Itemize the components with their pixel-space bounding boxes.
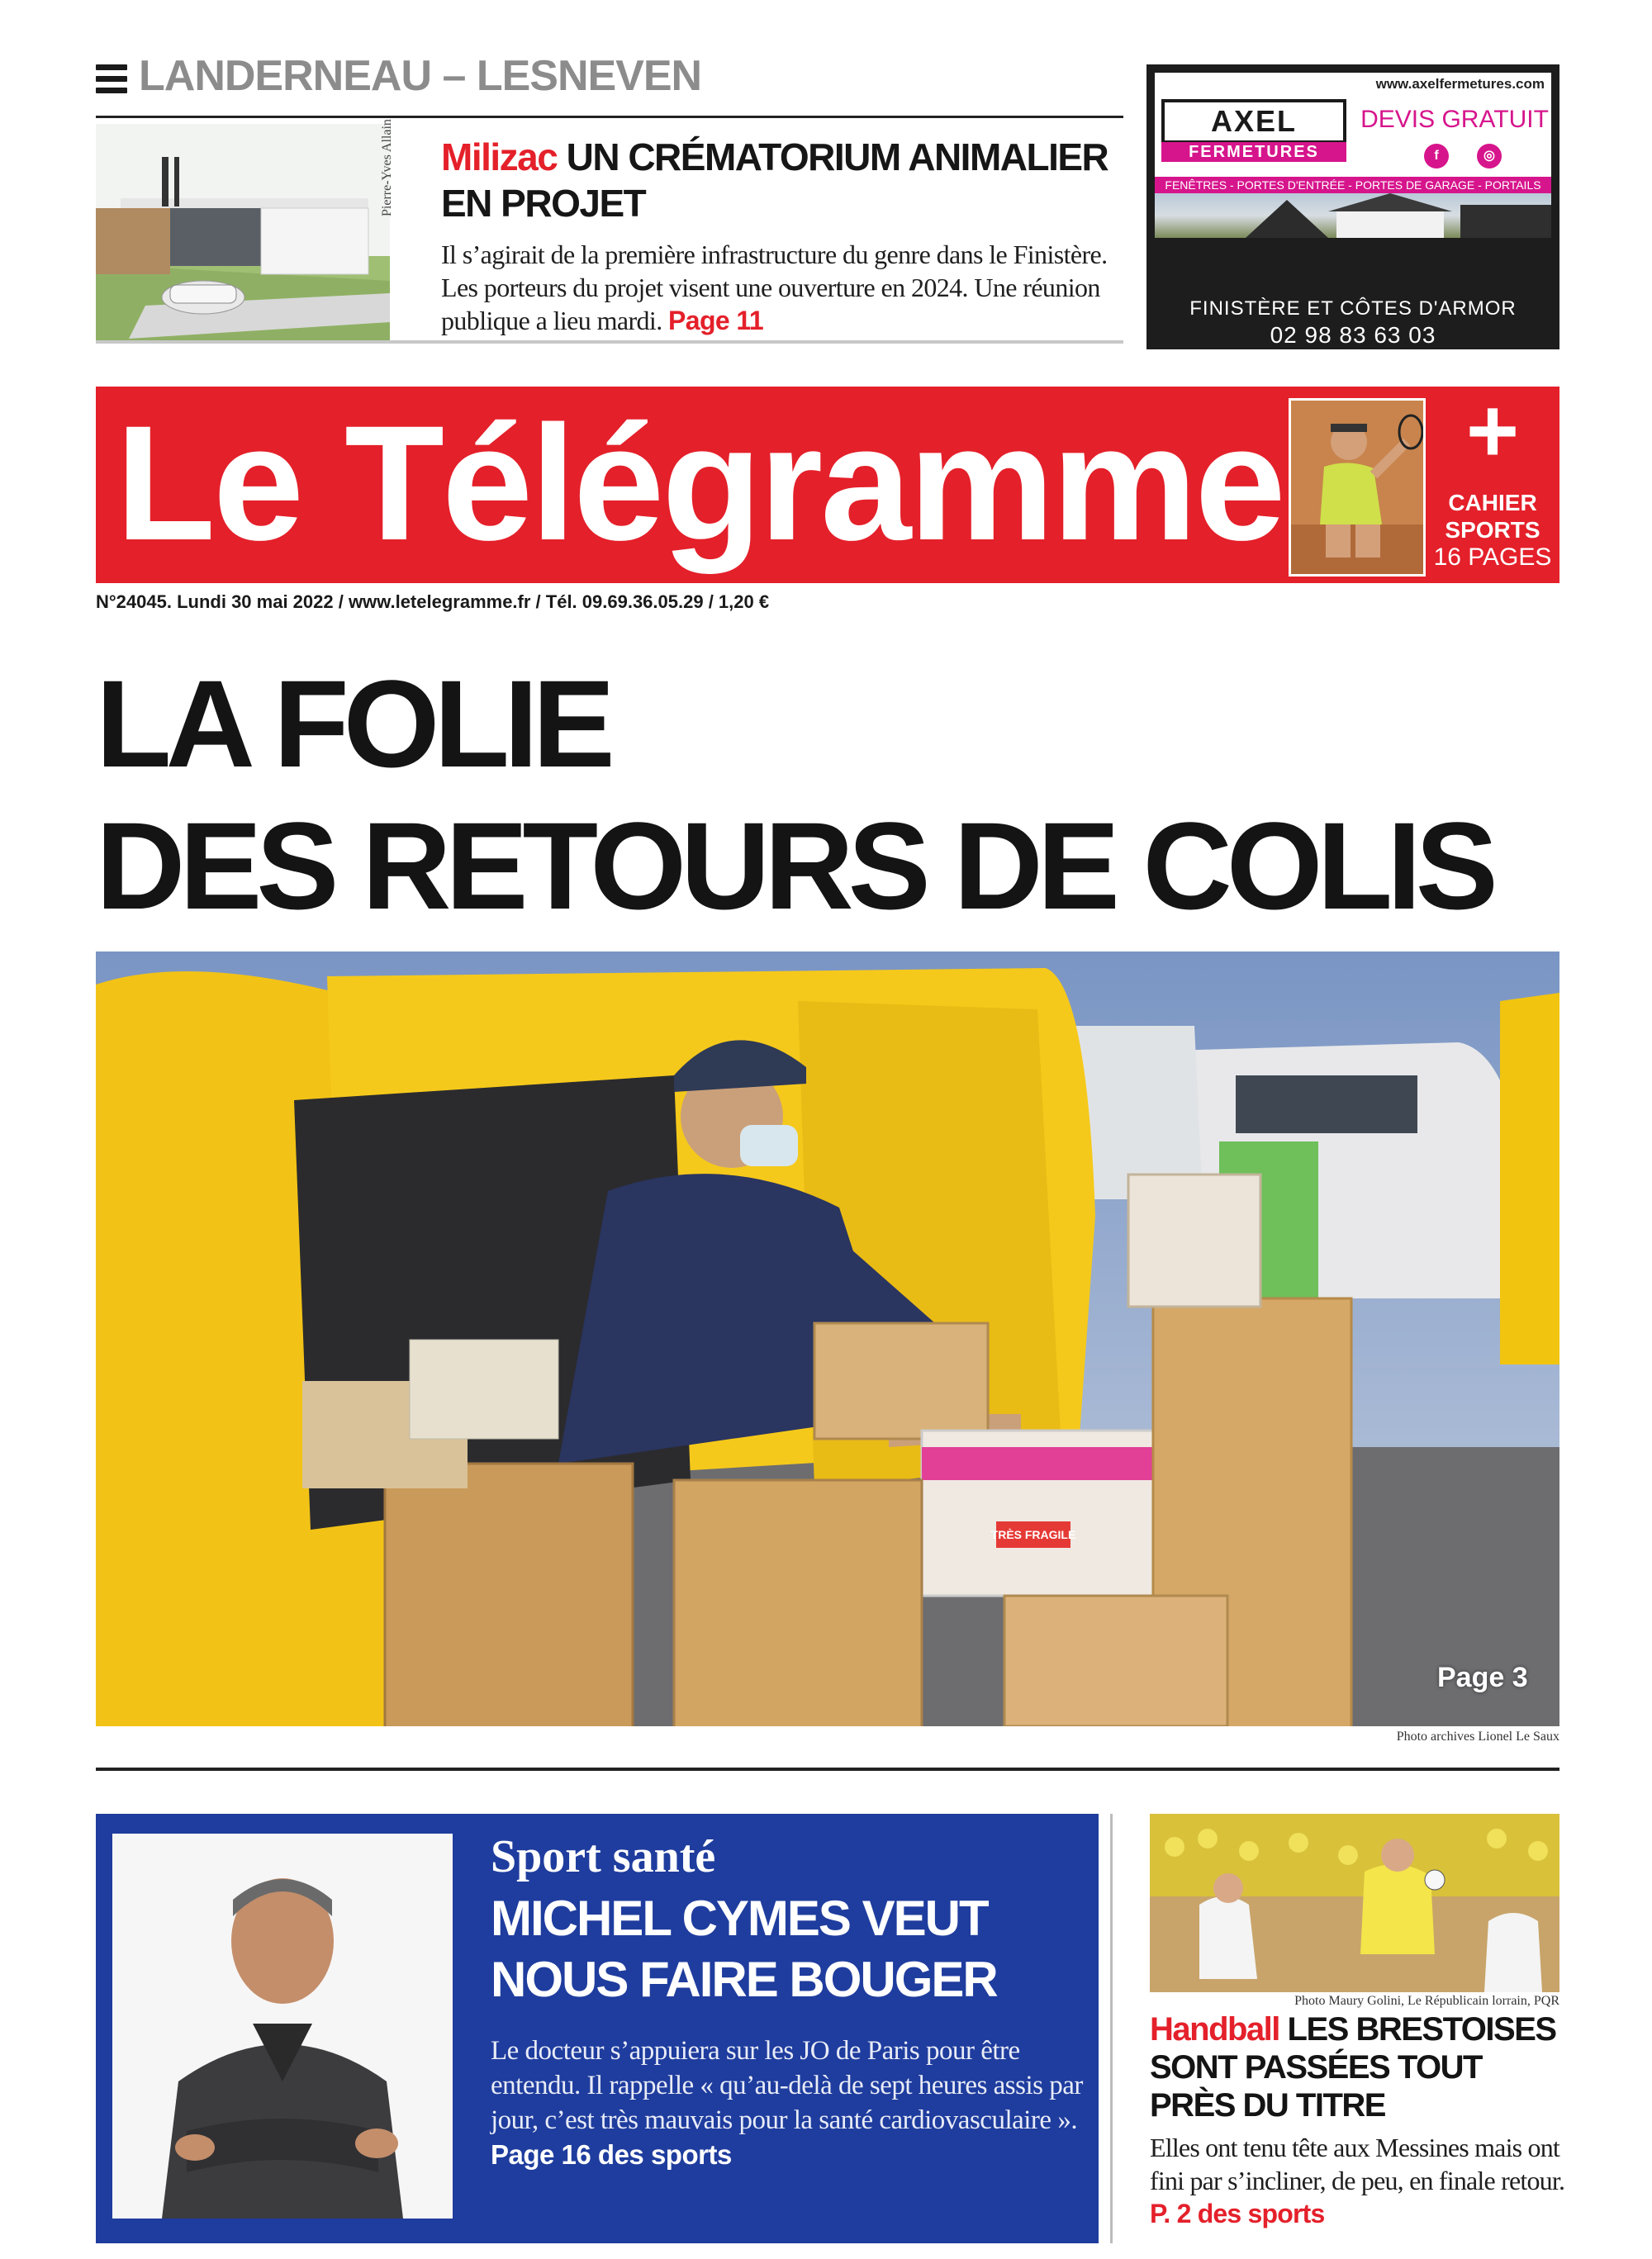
- tennis-player-image[interactable]: [1289, 398, 1426, 577]
- divider: [96, 340, 1123, 344]
- sport-kicker: Sport santé: [491, 1831, 716, 1882]
- ad-url[interactable]: www.axelfermetures.com: [1375, 76, 1545, 92]
- divider: [96, 1768, 1559, 1771]
- sports-line: SPORTS: [1445, 517, 1540, 543]
- photo-credit: Photo archives Lionel Le Saux: [1396, 1730, 1559, 1744]
- facebook-icon[interactable]: f: [1424, 144, 1449, 168]
- fragile-label: TRÈS FRAGILE: [990, 1528, 1076, 1541]
- teaser-body-text: Il s’agirait de la première infrastructure du genre dans le Finistère. Les porteurs du projet visent une ouverture en 2024. Une réunion publique a lieu mardi.: [441, 240, 1108, 335]
- handball-title: LES BRESTOISES SONT PASSÉES TOUT PRÈS DU TITRE: [1150, 2011, 1556, 2124]
- handball-kicker: Handball: [1150, 2011, 1279, 2048]
- parcel-van-photo: [96, 952, 1559, 1726]
- sport-sante-box[interactable]: [96, 1814, 1099, 2243]
- section-title: LANDERNEAU – LESNEVEN: [139, 52, 702, 100]
- plus-icon: +: [1465, 380, 1520, 482]
- handball-scene: [1150, 1814, 1559, 1992]
- handball-page-link[interactable]: P. 2 des sports: [1150, 2199, 1325, 2228]
- menu-icon[interactable]: [96, 64, 127, 96]
- divider: [1110, 1814, 1113, 2243]
- dateline: N°24045. Lundi 30 mai 2022 / www.letelegramme.fr / Tél. 09.69.36.05.29 / 1,20 €: [96, 591, 770, 612]
- advertisement[interactable]: [1146, 64, 1559, 349]
- newspaper-logo[interactable]: Le Télégramme: [116, 392, 1284, 574]
- page-ref[interactable]: Page 3: [1437, 1662, 1528, 1693]
- teaser-kicker: Milizac: [441, 135, 558, 178]
- sport-headline[interactable]: MICHEL CYMES VEUT NOUS FAIRE BOUGER: [491, 1891, 997, 2007]
- ad-panel: [1155, 73, 1551, 238]
- teaser-summary: [441, 238, 1118, 337]
- ad-logo-sub: FERMETURES: [1161, 142, 1346, 162]
- ad-logo: AXEL: [1161, 99, 1346, 144]
- sport-summary: [491, 2034, 1085, 2173]
- house-image: [1155, 193, 1551, 238]
- ad-phone[interactable]: 02 98 83 63 03: [1270, 322, 1436, 348]
- pages-count: 16 PAGES: [1433, 543, 1552, 571]
- divider: [96, 116, 1123, 118]
- photo-credit: Photo Maury Golini, Le Républicain lorrain, PQR: [1294, 1994, 1559, 2008]
- ad-strip: FENÊTRES - PORTES D'ENTRÉE - PORTES DE GARAGE - PORTAILS: [1155, 177, 1551, 193]
- headline-line-2: DES RETOURS DE COLIS: [96, 796, 1493, 935]
- photo-credit: Pierre-Yves Allain: [380, 119, 394, 216]
- handball-body-text: Elles ont tenu tête aux Messines mais ont fini par s’incliner, de peu, en finale retour.: [1150, 2133, 1565, 2195]
- michel-cymes-portrait: [112, 1834, 453, 2219]
- crematorium-image[interactable]: [96, 124, 390, 343]
- teaser-title: UN CRÉMATORIUM ANIMALIER EN PROJET: [441, 135, 1108, 225]
- instagram-icon[interactable]: ◎: [1477, 144, 1502, 168]
- main-photo[interactable]: [96, 952, 1559, 1726]
- cahier-sports-label[interactable]: [1431, 489, 1555, 543]
- handball-headline[interactable]: [1150, 2010, 1571, 2124]
- sport-body-text: Le docteur s’appuiera sur les JO de Paris pour être entendu. Il rappelle « qu’au-delà de sept heures assis par jour, c’est très mauvais pour la santé cardiovasculaire ».: [491, 2036, 1083, 2135]
- teaser-headline[interactable]: [441, 134, 1118, 226]
- headline-line-1: LA FOLIE: [96, 654, 610, 793]
- teaser-page-link[interactable]: Page 11: [668, 306, 764, 335]
- handball-photo[interactable]: [1150, 1814, 1559, 1992]
- main-headline[interactable]: [96, 653, 1566, 937]
- sport-page-link[interactable]: Page 16 des sports: [491, 2139, 732, 2170]
- handball-summary: [1150, 2131, 1571, 2230]
- ad-devis: DEVIS GRATUIT: [1360, 106, 1549, 133]
- building-illustration: [96, 124, 390, 343]
- masthead: [96, 380, 1559, 583]
- ad-region: FINISTÈRE ET CÔTES D'ARMOR: [1189, 297, 1517, 320]
- cahier-line: CAHIER: [1448, 490, 1537, 515]
